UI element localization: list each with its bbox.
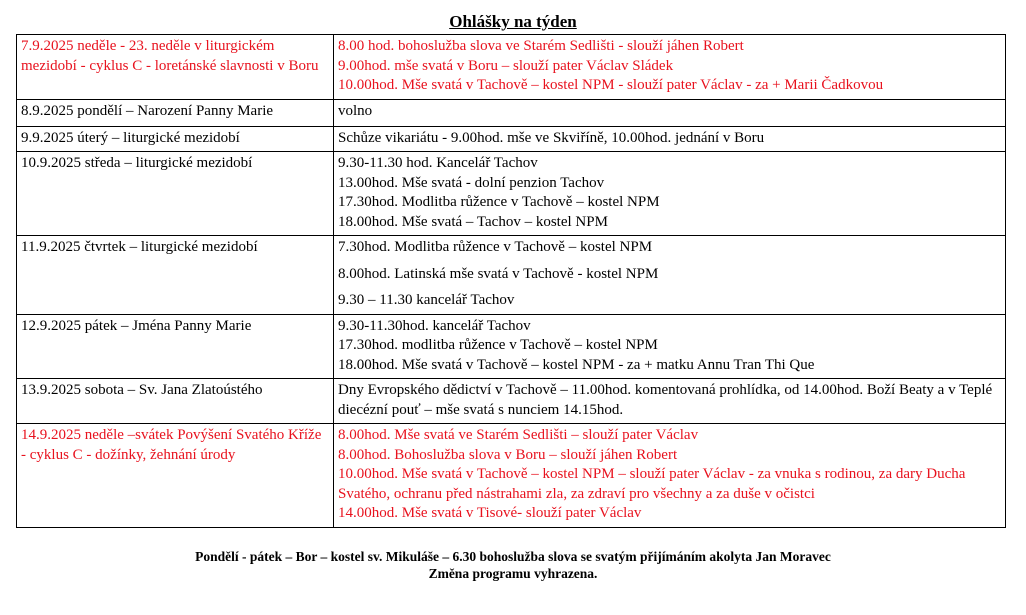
event-line: 9.30 – 11.30 kancelář Tachov bbox=[338, 292, 515, 308]
table-row bbox=[17, 314, 1006, 379]
events-cell bbox=[334, 236, 1006, 315]
day-cell: 7.9.2025 neděle - 23. neděle v liturgickém mezidobí - cyklus C - loretánské slavnosti v Boru bbox=[17, 35, 334, 100]
day-cell: 12.9.2025 pátek – Jména Panny Marie bbox=[17, 314, 334, 379]
footer-note bbox=[0, 548, 1026, 582]
event-line: 8.00hod. Mše svatá ve Starém Sedlišti – slouží pater Václav bbox=[338, 427, 699, 443]
event-line: 18.00hod. Mše svatá – Tachov – kostel NPM bbox=[338, 213, 608, 230]
table-row bbox=[17, 379, 1006, 424]
table-row bbox=[17, 99, 1006, 126]
event-line: 9.00hod. mše svatá v Boru – slouží pater Václav Sládek bbox=[338, 57, 674, 74]
events-cell bbox=[334, 424, 1006, 528]
day-cell: 8.9.2025 pondělí – Narození Panny Marie bbox=[17, 99, 334, 126]
day-cell: 9.9.2025 úterý – liturgické mezidobí bbox=[17, 126, 334, 152]
events-cell bbox=[334, 35, 1006, 100]
footer-schedule-line: Pondělí - pátek – Bor – kostel sv. Mikuláše – 6.30 bohoslužba slova se svatým přijímáním akolyta Jan Moravec bbox=[195, 549, 831, 564]
event-line: Dny Evropského dědictví v Tachově – 11.00hod. komentovaná prohlídka, od 14.00hod. Boží Beaty a v Teplé diecézní pouť – mše svatá s nunciem 14.15hod. bbox=[338, 382, 993, 418]
event-line: 17.30hod. Modlitba růžence v Tachově – kostel NPM bbox=[338, 194, 660, 210]
table-row bbox=[17, 424, 1006, 528]
event-line: 7.30hod. Modlitba růžence v Tachově – kostel NPM bbox=[338, 239, 653, 255]
event-line: 13.00hod. Mše svatá - dolní penzion Tachov bbox=[338, 174, 605, 191]
event-line: 8.00 hod. bohoslužba slova ve Starém Sedlišti - slouží jáhen Robert bbox=[338, 38, 744, 54]
table-row bbox=[17, 236, 1006, 315]
event-line: 17.30hod. modlitba růžence v Tachově – kostel NPM bbox=[338, 337, 658, 353]
day-cell: 13.9.2025 sobota – Sv. Jana Zlatoústého bbox=[17, 379, 334, 424]
event-line: 10.00hod. Mše svatá v Tachově – kostel NPM – slouží pater Václav - za vnuka s rodinou, za dary Ducha Svatého, ochranu před nástrahami zla, za zdraví pro všechny a za duše v očistci bbox=[338, 466, 966, 502]
event-line: 18.00hod. Mše svatá v Tachově – kostel NPM - za + matku Annu Tran Thi Que bbox=[338, 356, 815, 373]
events-cell bbox=[334, 314, 1006, 379]
event-line: 9.30-11.30hod. kancelář Tachov bbox=[338, 317, 531, 334]
schedule-table bbox=[16, 34, 1006, 528]
day-cell: 14.9.2025 neděle –svátek Povýšení Svatého Kříže - cyklus C - dožínky, žehnání úrody bbox=[17, 424, 334, 528]
event-line: Schůze vikariátu - 9.00hod. mše ve Skviříně, 10.00hod. jednání v Boru bbox=[338, 129, 765, 146]
event-line: volno bbox=[338, 102, 373, 119]
event-line: 8.00hod. Bohoslužba slova v Boru – slouží jáhen Robert bbox=[338, 446, 678, 463]
event-line: 14.00hod. Mše svatá v Tisové- slouží pater Václav bbox=[338, 505, 642, 521]
event-line: 10.00hod. Mše svatá v Tachově – kostel NPM - slouží pater Václav - za + Marii Čadkovou bbox=[338, 77, 884, 93]
day-cell: 11.9.2025 čtvrtek – liturgické mezidobí bbox=[17, 236, 334, 315]
table-row bbox=[17, 126, 1006, 152]
footer-disclaimer: Změna programu vyhrazena. bbox=[428, 566, 598, 581]
events-cell bbox=[334, 379, 1006, 424]
day-cell: 10.9.2025 středa – liturgické mezidobí bbox=[17, 152, 334, 236]
page-title: Ohlášky na týden bbox=[449, 12, 577, 31]
events-cell bbox=[334, 152, 1006, 236]
events-cell bbox=[334, 99, 1006, 126]
event-line: 8.00hod. Latinská mše svatá v Tachově - kostel NPM bbox=[338, 265, 659, 282]
table-row bbox=[17, 35, 1006, 100]
events-cell bbox=[334, 126, 1006, 152]
event-line: 9.30-11.30 hod. Kancelář Tachov bbox=[338, 155, 538, 171]
table-row bbox=[17, 152, 1006, 236]
